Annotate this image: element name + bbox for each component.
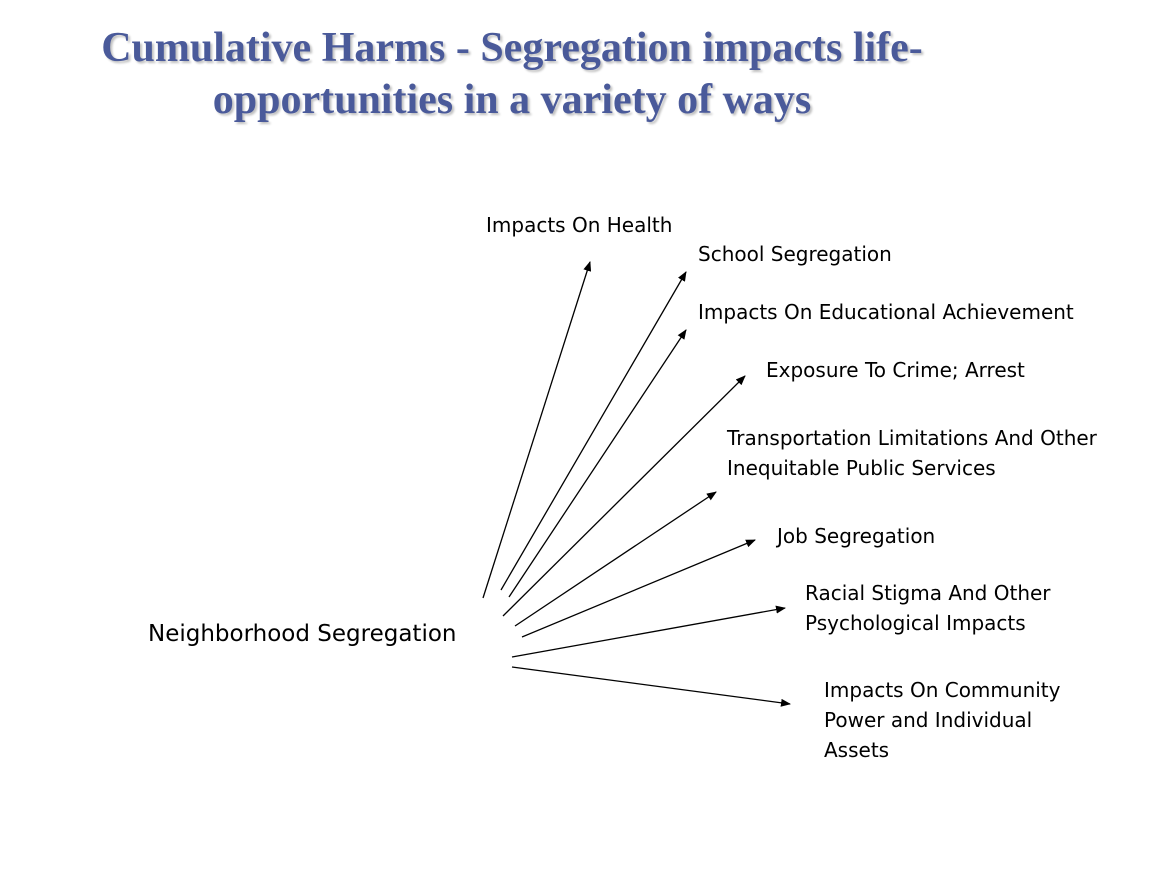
arrow-to-job-segregation xyxy=(522,540,755,637)
node-educational-achievement xyxy=(698,297,1074,327)
node-line: Inequitable Public Services xyxy=(727,456,996,480)
arrow-to-health xyxy=(483,262,590,598)
node-line: Impacts On Community xyxy=(824,678,1061,702)
node-line: Power and Individual xyxy=(824,708,1033,732)
node-school-segregation xyxy=(698,239,892,269)
node-racial-stigma xyxy=(805,578,1051,638)
arrow-to-community-power xyxy=(512,667,790,704)
node-line: Transportation Limitations And Other xyxy=(727,426,1097,450)
node-line: Exposure To Crime; Arrest xyxy=(766,358,1025,382)
node-line: Impacts On Educational Achievement xyxy=(698,300,1074,324)
node-line: Psychological Impacts xyxy=(805,611,1026,635)
node-neighborhood-segregation: Neighborhood Segregation xyxy=(148,621,457,647)
arrow-to-crime-arrest xyxy=(503,376,745,616)
node-line: School Segregation xyxy=(698,242,892,266)
node-impacts-on-health xyxy=(486,210,672,240)
arrow-to-educational-achievement xyxy=(509,330,686,597)
title-line-1: Cumulative Harms - Segregation impacts life- xyxy=(101,25,923,71)
node-line: Job Segregation xyxy=(777,524,936,548)
node-line: Impacts On Health xyxy=(486,213,673,237)
node-line: Assets xyxy=(824,738,890,762)
node-job-segregation xyxy=(777,521,935,551)
node-crime-arrest xyxy=(766,355,1025,385)
arrow-to-school-segregation xyxy=(501,272,686,590)
node-transportation-limitations xyxy=(727,423,1097,483)
arrow-to-racial-stigma xyxy=(512,608,785,657)
node-community-power xyxy=(824,675,1060,765)
node-line: Racial Stigma And Other xyxy=(805,581,1051,605)
title-line-2: opportunities in a variety of ways xyxy=(212,77,812,123)
arrow-to-transportation xyxy=(515,492,716,626)
